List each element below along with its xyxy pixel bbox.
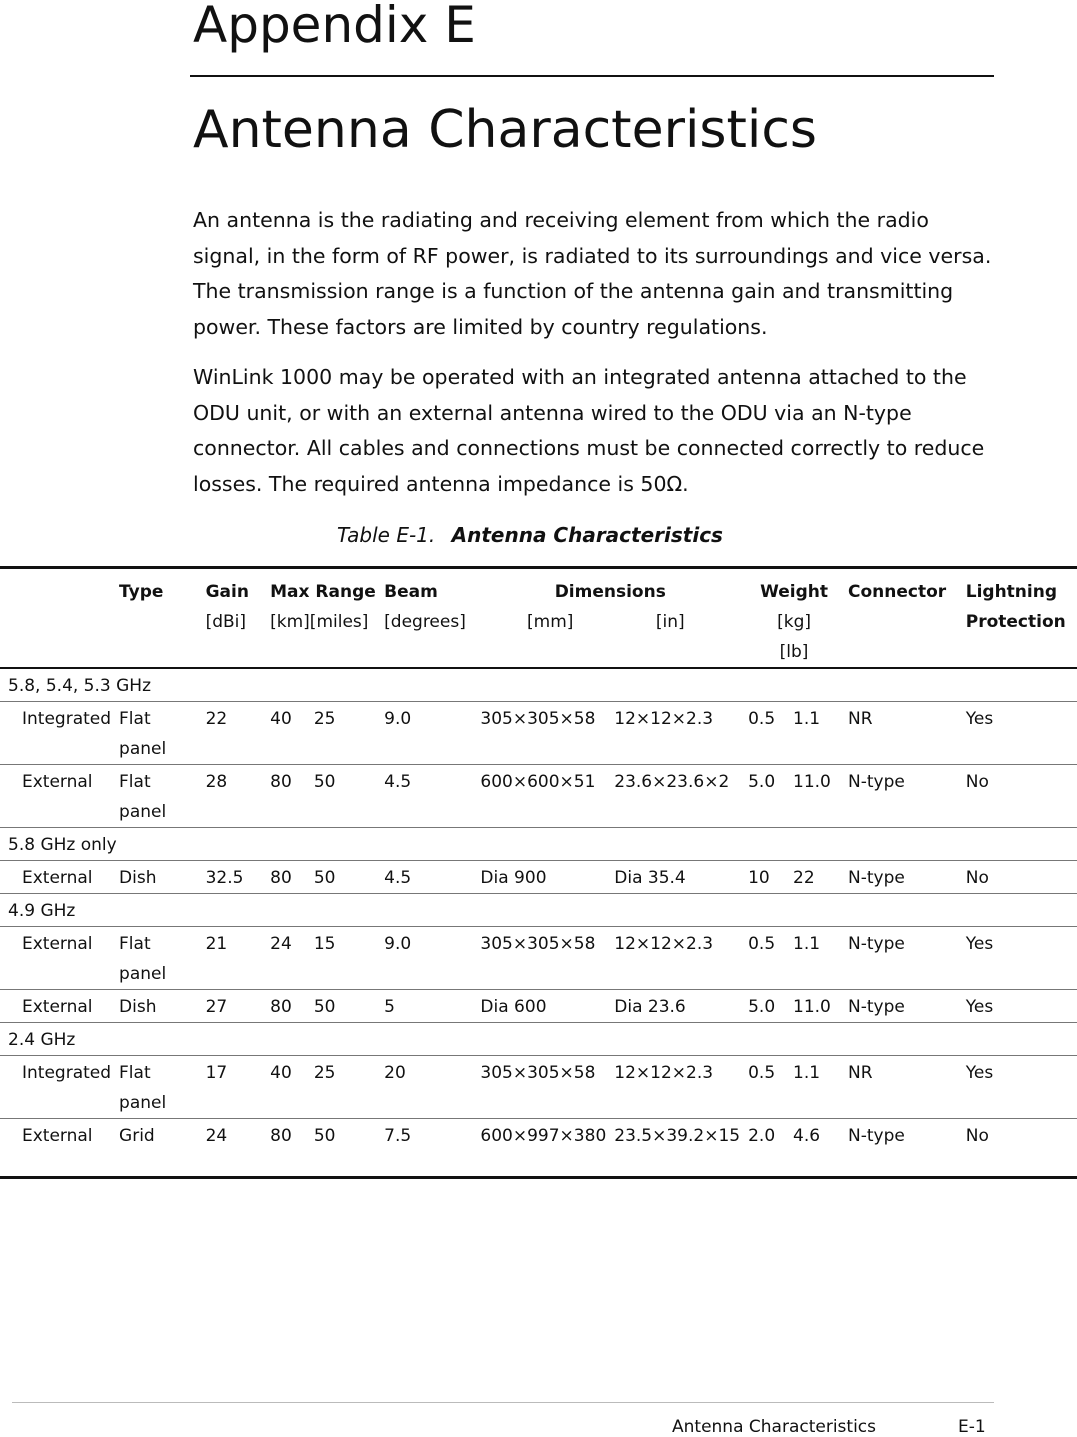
cell-beam: 4.5 (380, 765, 476, 828)
table-row (0, 861, 1077, 894)
cell-gain: 32.5 (202, 861, 267, 894)
cell-range-miles: 50 (310, 765, 380, 828)
cell-dimensions-mm: 305×305×58 (476, 702, 610, 765)
cell-dimensions-in: Dia 23.6 (610, 990, 744, 1023)
cell-range-km: 80 (266, 765, 310, 828)
header-max-range: Max Range [km][miles] (266, 568, 380, 669)
cell-lightning-protection: Yes (962, 990, 1077, 1023)
cell-dimensions-mm: 305×305×58 (476, 1056, 610, 1119)
cell-beam: 4.5 (380, 861, 476, 894)
cell-location: External (0, 1119, 115, 1178)
cell-range-miles: 25 (310, 702, 380, 765)
cell-gain: 27 (202, 990, 267, 1023)
cell-location: External (0, 861, 115, 894)
cell-gain: 21 (202, 927, 267, 990)
title-divider (190, 75, 994, 77)
footer-divider (12, 1402, 994, 1403)
frequency-group-label: 2.4 GHz (0, 1023, 1077, 1056)
cell-range-km: 24 (266, 927, 310, 990)
chapter-title: Antenna Characteristics (193, 100, 817, 160)
antenna-characteristics-table (0, 566, 1077, 1179)
cell-beam: 5 (380, 990, 476, 1023)
cell-range-km: 40 (266, 1056, 310, 1119)
cell-dimensions-in: 12×12×2.3 (610, 927, 744, 990)
table-caption-title: Antenna Characteristics (451, 523, 723, 547)
cell-beam: 9.0 (380, 927, 476, 990)
frequency-group-row (0, 828, 1077, 861)
table-row (0, 1119, 1077, 1178)
cell-lightning-protection: Yes (962, 702, 1077, 765)
page-number: E-1 (958, 1417, 986, 1437)
cell-range-km: 40 (266, 702, 310, 765)
cell-beam: 20 (380, 1056, 476, 1119)
cell-range-km: 80 (266, 1119, 310, 1178)
cell-range-km: 80 (266, 861, 310, 894)
cell-dimensions-in: 12×12×2.3 (610, 702, 744, 765)
cell-antenna-type: Flat panel (115, 927, 202, 990)
cell-connector: N-type (844, 765, 962, 828)
cell-antenna-type: Flat panel (115, 765, 202, 828)
table-header-row (0, 568, 1077, 669)
cell-antenna-type: Flat panel (115, 1056, 202, 1119)
cell-antenna-type: Grid (115, 1119, 202, 1178)
cell-weight-lb: 1.1 (789, 927, 844, 990)
header-beam: Beam [degrees] (380, 568, 476, 669)
appendix-title: Appendix E (193, 0, 476, 54)
cell-location: External (0, 990, 115, 1023)
header-connector: Connector (844, 568, 962, 669)
cell-dimensions-in: 23.6×23.6×2 (610, 765, 744, 828)
cell-range-miles: 15 (310, 927, 380, 990)
cell-weight-kg: 5.0 (744, 765, 789, 828)
cell-antenna-type: Dish (115, 990, 202, 1023)
cell-range-miles: 50 (310, 990, 380, 1023)
cell-weight-lb: 11.0 (789, 990, 844, 1023)
cell-weight-kg: 10 (744, 861, 789, 894)
connection-paragraph: WinLink 1000 may be operated with an integrated antenna attached to the ODU unit, or with an external antenna wired to the ODU via an N-type connector. All cables and connections must be connected correctly to reduce losses. The required antenna impedance is 50Ω. (193, 365, 985, 496)
header-location (0, 568, 115, 669)
cell-gain: 22 (202, 702, 267, 765)
cell-connector: N-type (844, 990, 962, 1023)
cell-beam: 7.5 (380, 1119, 476, 1178)
cell-range-miles: 50 (310, 1119, 380, 1178)
header-weight: Weight [kg] [lb] (744, 568, 844, 669)
cell-dimensions-in: Dia 35.4 (610, 861, 744, 894)
cell-lightning-protection: No (962, 1119, 1077, 1178)
cell-range-miles: 25 (310, 1056, 380, 1119)
cell-weight-kg: 0.5 (744, 927, 789, 990)
table-row (0, 990, 1077, 1023)
table-row (0, 765, 1077, 828)
cell-dimensions-mm: Dia 600 (476, 990, 610, 1023)
cell-location: Integrated (0, 1056, 115, 1119)
cell-dimensions-mm: 305×305×58 (476, 927, 610, 990)
frequency-group-label: 5.8, 5.4, 5.3 GHz (0, 668, 1077, 702)
cell-antenna-type: Dish (115, 861, 202, 894)
cell-location: External (0, 927, 115, 990)
cell-beam: 9.0 (380, 702, 476, 765)
cell-gain: 28 (202, 765, 267, 828)
cell-connector: N-type (844, 927, 962, 990)
cell-connector: N-type (844, 861, 962, 894)
frequency-group-label: 5.8 GHz only (0, 828, 1077, 861)
cell-gain: 24 (202, 1119, 267, 1178)
cell-dimensions-in: 12×12×2.3 (610, 1056, 744, 1119)
cell-weight-lb: 1.1 (789, 1056, 844, 1119)
cell-connector: N-type (844, 1119, 962, 1178)
header-dimensions: Dimensions [mm] [in] (476, 568, 744, 669)
cell-range-km: 80 (266, 990, 310, 1023)
table-caption (0, 523, 1060, 547)
cell-weight-lb: 22 (789, 861, 844, 894)
frequency-group-label: 4.9 GHz (0, 894, 1077, 927)
cell-lightning-protection: Yes (962, 927, 1077, 990)
cell-weight-kg: 0.5 (744, 1056, 789, 1119)
intro-paragraph: An antenna is the radiating and receiving element from which the radio signal, in the form of RF power, is radiated to its surroundings and vice versa. The transmission range is a function of the antenna gain and transmitting power. These factors are limited by country regulations. (193, 208, 992, 339)
cell-lightning-protection: Yes (962, 1056, 1077, 1119)
cell-dimensions-mm: 600×600×51 (476, 765, 610, 828)
cell-antenna-type: Flat panel (115, 702, 202, 765)
cell-dimensions-mm: 600×997×380 (476, 1119, 610, 1178)
cell-weight-lb: 11.0 (789, 765, 844, 828)
table-row (0, 927, 1077, 990)
cell-lightning-protection: No (962, 861, 1077, 894)
header-type: Type (115, 568, 202, 669)
cell-lightning-protection: No (962, 765, 1077, 828)
cell-weight-kg: 2.0 (744, 1119, 789, 1178)
header-gain: Gain [dBi] (202, 568, 267, 669)
cell-location: Integrated (0, 702, 115, 765)
cell-range-miles: 50 (310, 861, 380, 894)
table-row (0, 1056, 1077, 1119)
frequency-group-row (0, 668, 1077, 702)
header-lightning-protection: Lightning Protection (962, 568, 1077, 669)
cell-weight-kg: 0.5 (744, 702, 789, 765)
frequency-group-row (0, 894, 1077, 927)
table-caption-label: Table E-1. (337, 523, 436, 547)
footer-section-label: Antenna Characteristics (672, 1417, 876, 1437)
cell-dimensions-in: 23.5×39.2×15 (610, 1119, 744, 1178)
frequency-group-row (0, 1023, 1077, 1056)
cell-weight-kg: 5.0 (744, 990, 789, 1023)
cell-dimensions-mm: Dia 900 (476, 861, 610, 894)
cell-weight-lb: 1.1 (789, 702, 844, 765)
cell-gain: 17 (202, 1056, 267, 1119)
table-row (0, 702, 1077, 765)
cell-connector: NR (844, 702, 962, 765)
cell-connector: NR (844, 1056, 962, 1119)
cell-location: External (0, 765, 115, 828)
cell-weight-lb: 4.6 (789, 1119, 844, 1178)
